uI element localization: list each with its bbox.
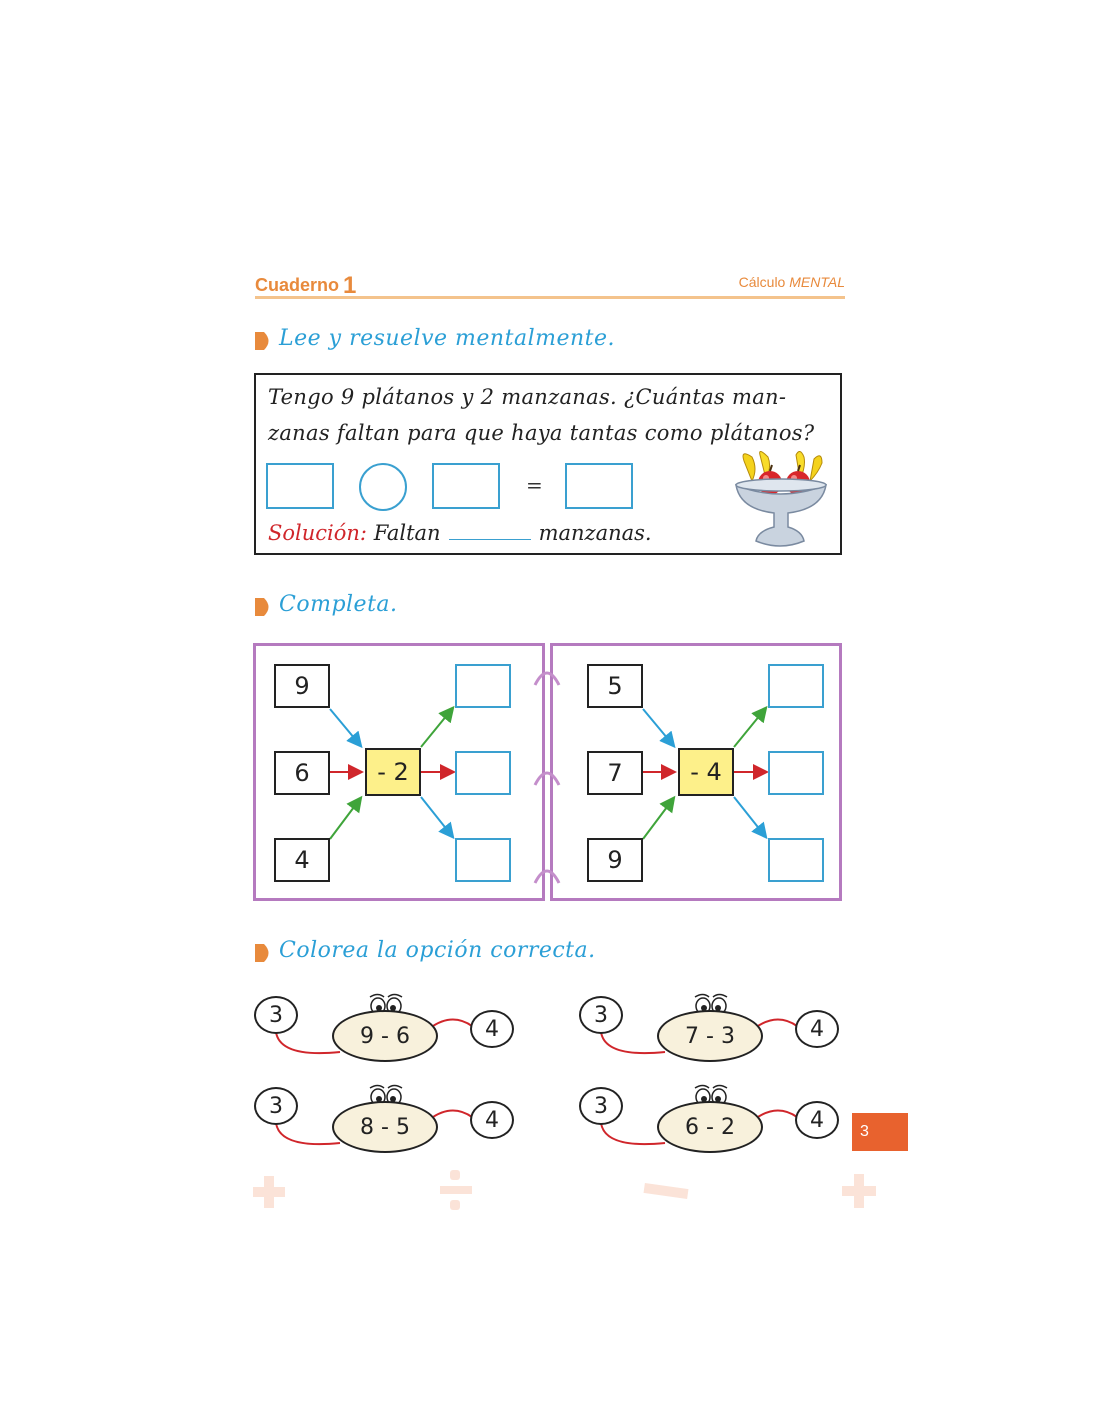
- solution-blank[interactable]: [449, 521, 531, 540]
- section-marker-icon: [255, 944, 273, 962]
- result-box[interactable]: [565, 463, 633, 509]
- section-marker-icon: [255, 332, 273, 350]
- section-1-title: Lee y resuelve mentalmente.: [279, 326, 616, 351]
- diagram-arrows: [253, 643, 845, 903]
- notebook-label: Cuaderno: [255, 275, 340, 295]
- left-input-1: 9: [274, 664, 330, 708]
- left-input-2: 6: [274, 751, 330, 795]
- solution-line: [268, 521, 652, 545]
- decorative-math-symbols: [250, 1170, 900, 1220]
- solution-prefix: Faltan: [373, 521, 441, 545]
- right-answer-2[interactable]: [768, 751, 824, 795]
- option-expression: 6 - 2: [657, 1101, 763, 1153]
- right-input-2: 7: [587, 751, 643, 795]
- right-input-3: 9: [587, 838, 643, 882]
- left-answer-3[interactable]: [455, 838, 511, 882]
- fruit-bowl-illustration: [730, 451, 832, 551]
- right-answer-1[interactable]: [768, 664, 824, 708]
- subject-prefix: Cálculo: [738, 274, 786, 290]
- divide-icon: [450, 1170, 460, 1180]
- problem-line-2: zanas faltan para que haya tantas como plátanos?: [268, 421, 815, 445]
- option-expression: 8 - 5: [332, 1101, 438, 1153]
- solution-label: Solución:: [268, 521, 367, 545]
- left-answer-2[interactable]: [455, 751, 511, 795]
- option-right-number[interactable]: 4: [795, 1101, 839, 1139]
- page-header: [255, 268, 845, 299]
- left-answer-1[interactable]: [455, 664, 511, 708]
- right-answer-3[interactable]: [768, 838, 824, 882]
- right-input-1: 5: [587, 664, 643, 708]
- section-3-title: Colorea la opción correcta.: [279, 938, 596, 963]
- option-right-number[interactable]: 4: [470, 1010, 514, 1048]
- section-marker-icon: [255, 598, 273, 616]
- problem-line-1: Tengo 9 plátanos y 2 manzanas. ¿Cuántas man-: [268, 385, 787, 409]
- option-right-number[interactable]: 4: [795, 1010, 839, 1048]
- equals-sign: =: [526, 473, 543, 497]
- operand-2-box[interactable]: [432, 463, 500, 509]
- completion-diagram: [253, 643, 845, 903]
- option-expression: 9 - 6: [332, 1010, 438, 1062]
- notebook-number: 1: [343, 272, 357, 299]
- option-right-number[interactable]: 4: [470, 1101, 514, 1139]
- word-problem-box: [254, 373, 842, 555]
- option-left-number[interactable]: 3: [254, 1087, 298, 1125]
- option-card-2: [579, 992, 849, 1072]
- section-2-title: Completa.: [279, 592, 398, 617]
- minus-icon: [644, 1183, 689, 1199]
- option-card-4: [579, 1083, 849, 1163]
- operand-1-box[interactable]: [266, 463, 334, 509]
- subject-suffix: MENTAL: [789, 274, 845, 290]
- subject-title: [739, 274, 845, 290]
- option-card-3: [254, 1083, 524, 1163]
- option-expression: 7 - 3: [657, 1010, 763, 1062]
- notebook-title: [255, 270, 356, 298]
- right-operation-box: - 4: [678, 748, 734, 796]
- solution-suffix: manzanas.: [538, 521, 652, 545]
- left-input-3: 4: [274, 838, 330, 882]
- page-number-tab: 3: [852, 1113, 908, 1151]
- option-left-number[interactable]: 3: [254, 996, 298, 1034]
- left-operation-box: - 2: [365, 748, 421, 796]
- option-left-number[interactable]: 3: [579, 1087, 623, 1125]
- operator-circle[interactable]: [359, 463, 407, 511]
- option-card-1: [254, 992, 524, 1072]
- option-left-number[interactable]: 3: [579, 996, 623, 1034]
